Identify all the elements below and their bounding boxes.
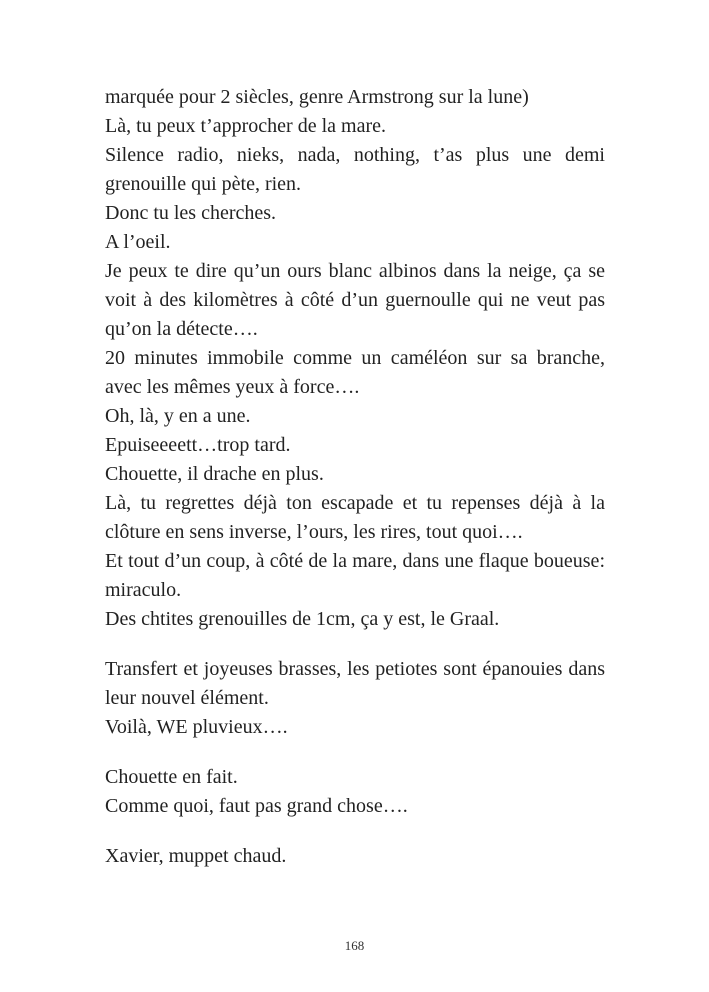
page-number: 168 <box>344 938 365 953</box>
paragraph: A l’oeil. <box>105 231 171 253</box>
paragraph: Voilà, WE pluvieux…. <box>105 716 288 738</box>
paragraph: Et tout d’un coup, à côté de la mare, dans une flaque boueuse: miraculo. <box>105 550 605 601</box>
paragraph: Chouette, il drache en plus. <box>105 463 324 485</box>
paragraph: Chouette en fait. <box>105 766 238 788</box>
page-text-block <box>105 83 605 871</box>
paragraph: Silence radio, nieks, nada, nothing, t’as plus une demi grenouille qui pète, rien. <box>105 144 605 195</box>
paragraph: Des chtites grenouilles de 1cm, ça y est, le Graal. <box>105 608 500 630</box>
paragraph: Comme quoi, faut pas grand chose…. <box>105 795 408 817</box>
paragraph: Là, tu peux t’approcher de la mare. <box>105 115 386 137</box>
paragraph: Transfert et joyeuses brasses, les petiotes sont épanouies dans leur nouvel élément. <box>105 658 605 709</box>
paragraph: Oh, là, y en a une. <box>105 405 251 427</box>
paragraph: 20 minutes immobile comme un caméléon sur sa branche, avec les mêmes yeux à force…. <box>105 347 605 398</box>
paragraph: marquée pour 2 siècles, genre Armstrong sur la lune) <box>105 86 529 108</box>
paragraph: Xavier, muppet chaud. <box>105 845 287 867</box>
paragraph: Donc tu les cherches. <box>105 202 277 224</box>
paragraph: Je peux te dire qu’un ours blanc albinos dans la neige, ça se voit à des kilomètres à côté d’un guernoulle qui ne veut pas qu’on la détecte…. <box>105 260 605 340</box>
paragraph: Là, tu regrettes déjà ton escapade et tu repenses déjà à la clôture en sens inverse, l’ours, les rires, tout quoi…. <box>105 492 605 543</box>
paragraph: Epuiseeeett…trop tard. <box>105 434 291 456</box>
